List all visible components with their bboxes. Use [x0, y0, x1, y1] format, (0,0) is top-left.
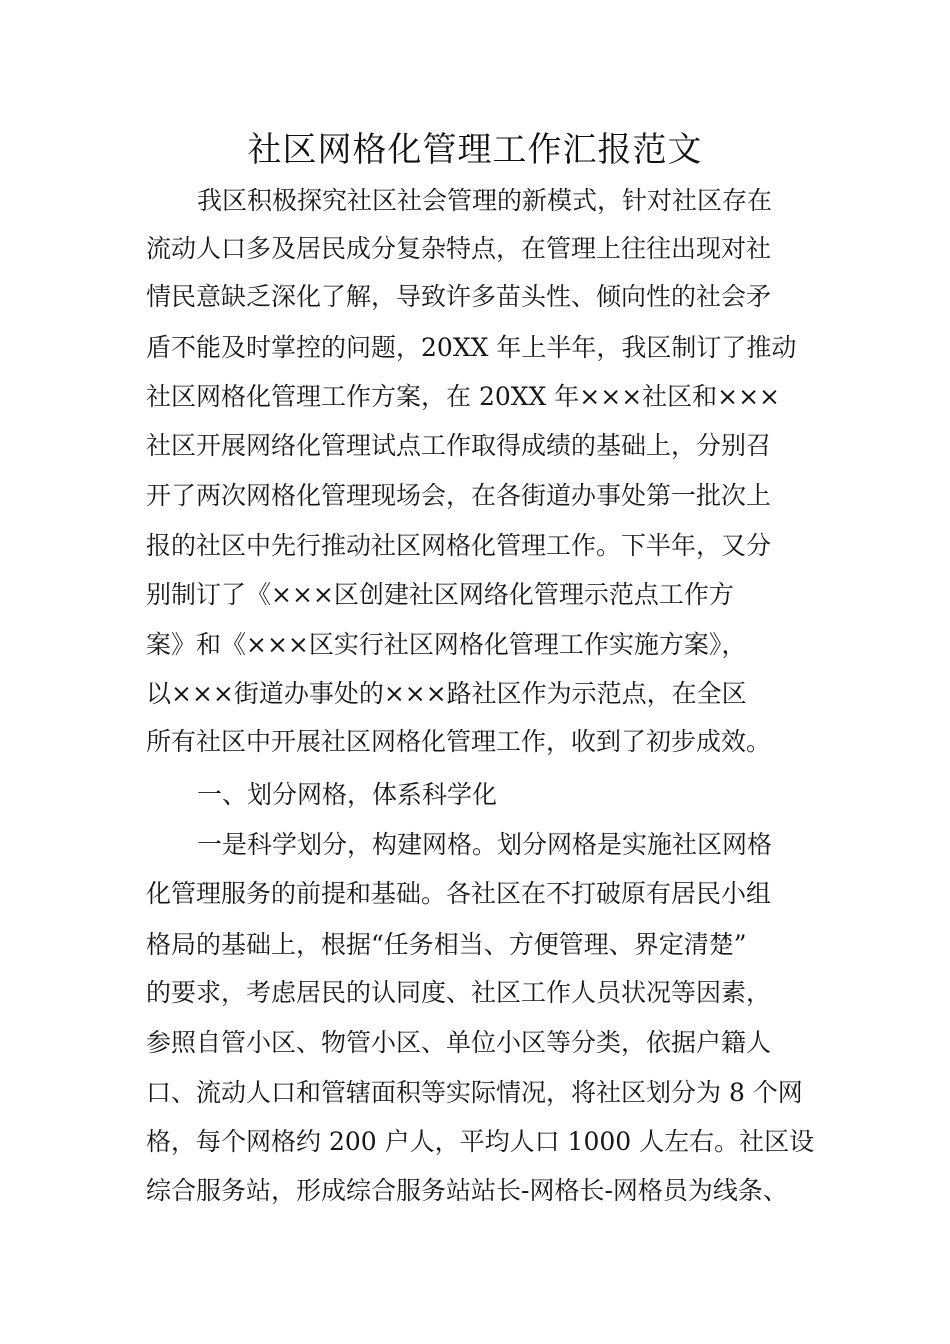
body-line: 开了两次网格化管理现场会，在各街道办事处第一批次上: [146, 481, 772, 510]
body-line: 社区网格化管理工作方案，在 20XX 年×××社区和×××: [146, 382, 780, 411]
body-line: 所有社区中开展社区网格化管理工作，收到了初步成效。: [146, 727, 772, 756]
body-line: 综合服务站，形成综合服务站站长-网格长-网格员为线条、: [146, 1176, 788, 1205]
document-title: 社区网格化管理工作汇报范文: [247, 130, 703, 170]
body-line: 格，每个网格约 200 户人，平均人口 1000 人左右。社区设: [146, 1127, 815, 1156]
body-line: 我区积极探究社区社会管理的新模式，针对社区存在: [172, 186, 773, 215]
body-line: 的要求，考虑居民的认同度、社区工作人员状况等因素，: [146, 978, 772, 1007]
body-line: 流动人口多及居民成分复杂特点，在管理上往往出现对社: [146, 234, 772, 263]
body-line: 情民意缺乏深化了解，导致许多苗头性、倾向性的社会矛: [146, 282, 772, 311]
section-heading: 一、划分网格，体系科学化: [172, 780, 498, 809]
body-line: 以×××街道办事处的×××路社区作为示范点，在全区: [146, 679, 747, 708]
body-line: 案》和《×××区实行社区网格化管理工作实施方案》，: [146, 630, 747, 659]
body-line: 别制订了《×××区创建社区网络化管理示范点工作方: [146, 580, 734, 609]
body-line: 社区开展网络化管理试点工作取得成绩的基础上，分别召: [146, 431, 772, 460]
body-line: 口、流动人口和管辖面积等实际情况，将社区划分为 8 个网: [146, 1078, 803, 1107]
body-line: 化管理服务的前提和基础。各社区在不打破原有居民小组: [146, 879, 772, 908]
body-line: 盾不能及时掌控的问题，20XX 年上半年，我区制订了推动: [146, 333, 797, 362]
body-line: 一是科学划分，构建网格。划分网格是实施社区网格: [172, 830, 773, 859]
body-line: 参照自管小区、物管小区、单位小区等分类，依据户籍人: [146, 1028, 772, 1057]
body-line: 报的社区中先行推动社区网格化管理工作。下半年，又分: [146, 531, 772, 560]
body-line: 格局的基础上，根据“任务相当、方便管理、界定清楚”: [146, 930, 747, 959]
